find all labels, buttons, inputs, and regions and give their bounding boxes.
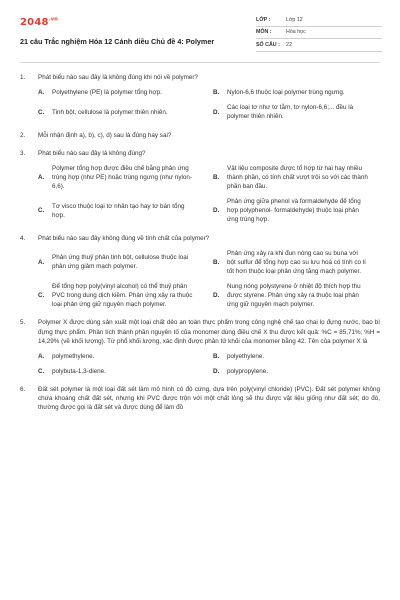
option-text: Để tổng hợp poly(vinyl alcohol) có thể thuỷ phân PVC trong dung dịch kiềm. Phản ứng xảy ra thuộc loại phản ứng giữ nguyên mạch polymer.	[52, 283, 193, 309]
question-2	[20, 131, 380, 140]
option-c[interactable]	[38, 103, 205, 121]
document-title: 21 câu Trắc nghiệm Hóa 12 Cánh diều Chủ đề 4: Polymer	[20, 36, 215, 46]
option-text: Vật liệu composite được tổ hợp từ hai hay nhiều thành phần, có tính chất vượt trội so với các thành phần ban đầu.	[227, 164, 368, 190]
question-number: 2.	[20, 131, 26, 139]
document-meta	[256, 14, 382, 52]
question-text: Mỗi nhận định a), b), c), d) sau là đúng hay sai?	[38, 131, 172, 139]
option-text: Phản ứng thuỷ phân tinh bột, cellulose thuộc loại phản ứng giảm mạch polymer.	[52, 254, 189, 271]
option-letter: B.	[213, 89, 220, 97]
question-number: 1.	[20, 74, 26, 81]
logo-text: 2048	[20, 17, 49, 28]
logo-suffix: .vn	[48, 16, 58, 23]
option-text: Các loại tơ như tơ tằm, tơ nylon-6,6;... đều là polymer thiên nhiên.	[227, 104, 354, 121]
question-text: Polymer X được dùng sản xuất một loại chất dẻo an toàn thực phẩm trong công nghệ chế tạo chai lọ đựng nước, bao bì đựng thực phẩm. Phân tích thành phần nguyên tố của monomer dùng điều chế X thu được kết quả: %C = 85,71%; %H = 14,29% (về khối lượng). Từ phổ khối lượng, xác định được phân tử khối của monomer bằng 42. Tên của polymer X là	[38, 319, 380, 345]
meta-row-grade	[256, 14, 382, 27]
option-b[interactable]	[213, 88, 380, 97]
option-text: Phản ứng xảy ra khi đun nóng cao su buna với bột sulfur để tổng hợp cao su lưu hoá có tính co lí tốt hơn thuộc loại phản ứng tăng mạch polymer.	[227, 249, 366, 275]
option-letter: D.	[213, 108, 220, 116]
question-stem	[20, 234, 380, 243]
question-1	[20, 73, 380, 122]
option-letter: C.	[38, 367, 45, 375]
option-letter: A.	[38, 173, 45, 181]
option-c[interactable]	[38, 282, 205, 309]
question-text: Phát biểu nào sau đây là không đúng khi nói về polymer?	[38, 74, 198, 81]
answer-options	[38, 352, 380, 376]
question-4	[20, 234, 380, 310]
question-stem	[20, 149, 380, 158]
option-d[interactable]	[213, 197, 380, 224]
question-number: 5.	[20, 319, 26, 327]
option-a[interactable]	[38, 249, 205, 276]
option-letter: C.	[38, 108, 45, 116]
question-number: 6.	[20, 386, 26, 393]
option-text: Tơ visco thuộc loại tơ nhân tạo hay tơ bán tổng hợp.	[52, 202, 185, 219]
option-letter: A.	[38, 258, 45, 266]
option-text: Nung nóng polystyrene ở nhiệt độ thích hợp thu được styrene. Phản ứng xảy ra thuộc loại phản ứng giữ nguyên mạch polymer.	[227, 283, 361, 309]
question-number: 4.	[20, 234, 26, 242]
meta-value: 22	[286, 41, 292, 48]
option-a[interactable]	[38, 164, 205, 191]
answer-options	[38, 249, 380, 310]
option-d[interactable]	[213, 367, 380, 376]
option-a[interactable]	[38, 352, 205, 361]
meta-label: SỐ CÂU :	[256, 41, 280, 48]
answer-options	[38, 88, 380, 121]
question-text: Đất sét polymer là một loại đất sét làm mô hình có độ cứng, dựa trên poly(vinyl chloride) (PVC). Đất sét polymer không chứa khoáng chất đất sét, nhưng khi PVC được trộn với một chất lỏng sẽ thu được vật liệu giống như đất sét; do đó, thường được gọi là đất sét và được dùng để làm đồ	[38, 386, 380, 412]
option-letter: B.	[213, 173, 220, 181]
meta-row-subject	[256, 27, 382, 40]
option-text: polyethylene.	[227, 352, 265, 360]
option-text: polybuta-1,3-diene.	[52, 367, 106, 375]
option-text: Tinh bột, cellulose là polymer thiên nhiên.	[52, 108, 168, 116]
question-3	[20, 149, 380, 225]
option-d[interactable]	[213, 103, 380, 121]
document-header	[0, 0, 400, 62]
question-number: 3.	[20, 149, 26, 157]
option-letter: A.	[38, 352, 45, 360]
option-b[interactable]	[213, 249, 380, 276]
question-5	[20, 318, 380, 376]
option-b[interactable]	[213, 164, 380, 191]
option-c[interactable]	[38, 197, 205, 224]
meta-row-question-count	[256, 39, 382, 52]
question-text: Phát biểu nào sau đây không đúng về tính chất của polymer?	[38, 234, 210, 242]
question-text: Phát biểu nào sau đây là không đúng?	[38, 149, 146, 157]
question-stem	[20, 318, 380, 345]
meta-value: Hóa học	[286, 29, 306, 36]
answer-options	[38, 164, 380, 225]
question-stem	[20, 131, 380, 140]
option-letter: B.	[213, 352, 220, 360]
question-6	[20, 385, 380, 412]
option-text: polypropylene.	[227, 367, 268, 375]
option-a[interactable]	[38, 88, 205, 97]
question-list	[0, 63, 400, 412]
option-b[interactable]	[213, 352, 380, 361]
option-text: Polymer tổng hợp được điều chế bằng phản ứng trùng hợp (như PE) hoặc trùng ngưng (như nylon-6,6).	[52, 164, 192, 190]
option-c[interactable]	[38, 367, 205, 376]
option-letter: D.	[213, 367, 220, 375]
option-text: Nylon-6,6 thuộc loại polymer trùng ngưng.	[227, 89, 345, 97]
option-d[interactable]	[213, 282, 380, 309]
option-letter: D.	[213, 292, 220, 300]
option-letter: D.	[213, 207, 220, 215]
question-stem	[20, 385, 380, 412]
option-letter: B.	[213, 258, 220, 266]
option-letter: C.	[38, 292, 45, 300]
option-text: Phản ứng giữa phenol và formaldehyde để tổng hợp polyphenol- formaldehyde) thuộc loại phản ứng trùng hợp.	[227, 198, 361, 224]
meta-label: LỚP :	[256, 16, 271, 23]
meta-label: MÔN :	[256, 29, 272, 36]
option-text: polymethylene.	[52, 352, 95, 360]
option-text: Polyethylene (PE) là polymer tổng hợp.	[52, 89, 162, 97]
question-stem	[20, 73, 380, 82]
option-letter: A.	[38, 89, 45, 97]
option-letter: C.	[38, 207, 45, 215]
meta-value: Lớp 12	[286, 16, 303, 23]
